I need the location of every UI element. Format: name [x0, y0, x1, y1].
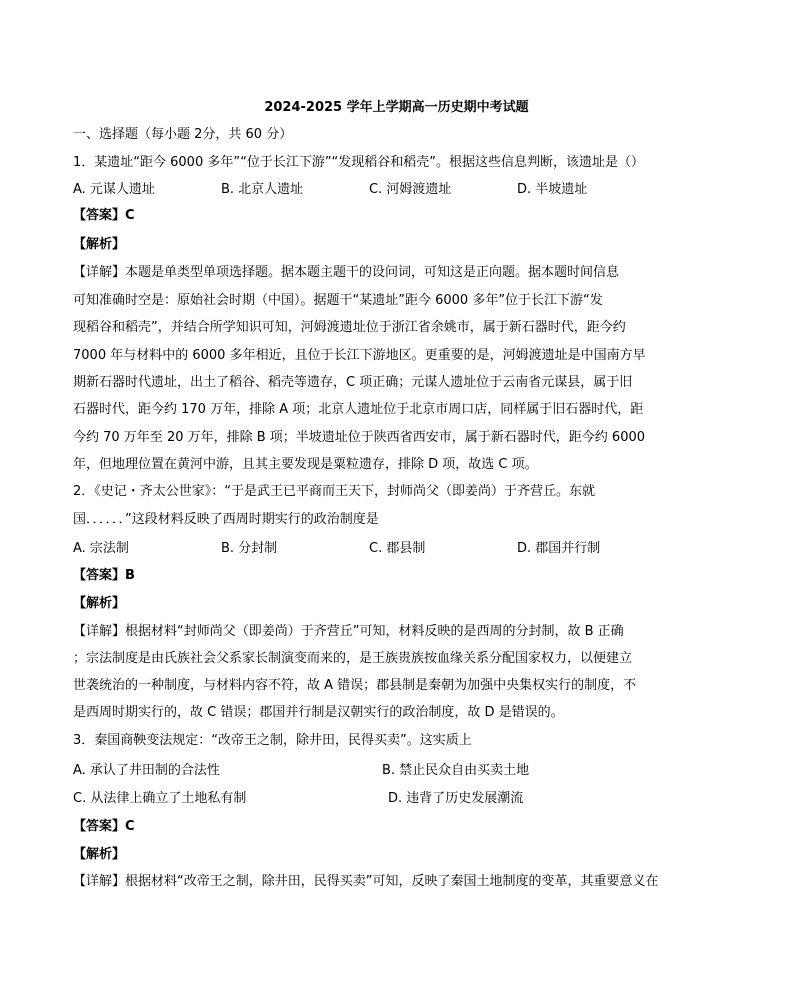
- q1-detail-line: 现稻谷和稻壳”，并结合所学知识可知，河姆渡遗址位于浙江省余姚市，属于新石器时代，距今约: [73, 320, 626, 335]
- q2-option-b: B. 分封制: [221, 541, 278, 556]
- q1-detail-line: 【详解】本题是单类型单项选择题。据本题主题干的设问词，可知这是正向题。据本题时间信息: [73, 265, 620, 280]
- q2-detail-line: 【详解】根据材料“封师尚父（即姜尚）于齐营丘”可知，材料反映的是西周的分封制，故 B 正确: [73, 624, 624, 639]
- q2-analysis-label: 【解析】: [73, 596, 126, 611]
- q3-option-c: C. 从法律上确立了土地私有制: [73, 791, 247, 806]
- q3-detail-line: 【详解】根据材料“改帝王之制，除井田，民得买卖”可知，反映了秦国土地制度的变革，其重要意义在: [73, 874, 659, 889]
- q1-answer: 【答案】C: [73, 208, 135, 223]
- q2-detail-line: 世袭统治的一种制度，与材料内容不符，故 A 错误；郡县制是秦朝为加强中央集权实行的制度，不: [73, 678, 637, 693]
- section-heading: 一、选择题（每小题 2分，共 60 分）: [73, 127, 293, 142]
- q2-option-a: A. 宗法制: [73, 541, 129, 556]
- q1-detail-line: 年，但地理位置在黄河中游，且其主要发现是粟粒遗存，排除 D 项，故选 C 项。: [73, 457, 538, 472]
- q1-option-b: B. 北京人遗址: [221, 182, 304, 197]
- q3-option-b: B. 禁止民众自由买卖土地: [382, 763, 530, 778]
- q1-analysis-label: 【解析】: [73, 237, 126, 252]
- q1-detail-line: 今约 70 万年至 20 万年，排除 B 项；半坡遗址位于陕西省西安市，属于新石器时代，距今约 6000: [73, 430, 646, 445]
- question-3-stem: 3．秦国商鞅变法规定：“改帝王之制，除井田，民得买卖”。这实质上: [73, 733, 472, 748]
- q1-detail-line: 期新石器时代遗址，出土了稻谷、稻壳等遗存，C 项正确；元谋人遗址位于云南省元谋县，属于旧: [73, 375, 633, 390]
- q1-option-c: C. 河姆渡遗址: [369, 182, 452, 197]
- question-1-stem: 1．某遗址“距今 6000 多年”“位于长江下游”“发现稻谷和稻壳”。根据这些信息判断，该遗址是（）: [73, 155, 645, 170]
- q1-detail-line: 可知准确时空是：原始社会时期（中国）。据题干“某遗址”距今 6000 多年”位于长江下游“发: [73, 293, 603, 308]
- question-2-stem: 2．《史记・齐太公世家》：“于是武王已平商而王天下，封师尚父（即姜尚）于齐营丘。东就: [73, 484, 596, 499]
- q3-option-a: A. 承认了井田制的合法性: [73, 763, 220, 778]
- q3-answer: 【答案】C: [73, 819, 135, 834]
- q1-option-a: A. 元谋人遗址: [73, 182, 155, 197]
- q2-option-c: C. 郡县制: [369, 541, 426, 556]
- q2-detail-line: ；宗法制度是由氏族社会父系家长制演变而来的，是王族贵族按血缘关系分配国家权力，以便建立: [73, 651, 633, 666]
- q2-option-d: D. 郡国并行制: [517, 541, 601, 556]
- q1-detail-line: 石器时代，距今约 170 万年，排除 A 项；北京人遗址位于北京市周口店，同样属于旧石器时代，距: [73, 402, 644, 417]
- q1-option-d: D. 半坡遗址: [517, 182, 588, 197]
- q1-detail-line: 7000 年与材料中的 6000 多年相近，且位于长江下游地区。更重要的是，河姆渡遗址是中国南方早: [73, 348, 646, 363]
- q3-option-d: D. 违背了历史发展潮流: [388, 791, 524, 806]
- question-2-stem: 国．．．．．．”这段材料反映了西周时期实行的政治制度是: [73, 512, 379, 527]
- q3-analysis-label: 【解析】: [73, 847, 126, 862]
- q2-answer: 【答案】B: [73, 568, 135, 583]
- page-title: 2024-2025 学年上学期高一历史期中考试题: [264, 100, 529, 115]
- q2-detail-line: 是西周时期实行的，故 C 错误；郡国并行制是汉朝实行的政治制度，故 D 是错误的。: [73, 705, 564, 720]
